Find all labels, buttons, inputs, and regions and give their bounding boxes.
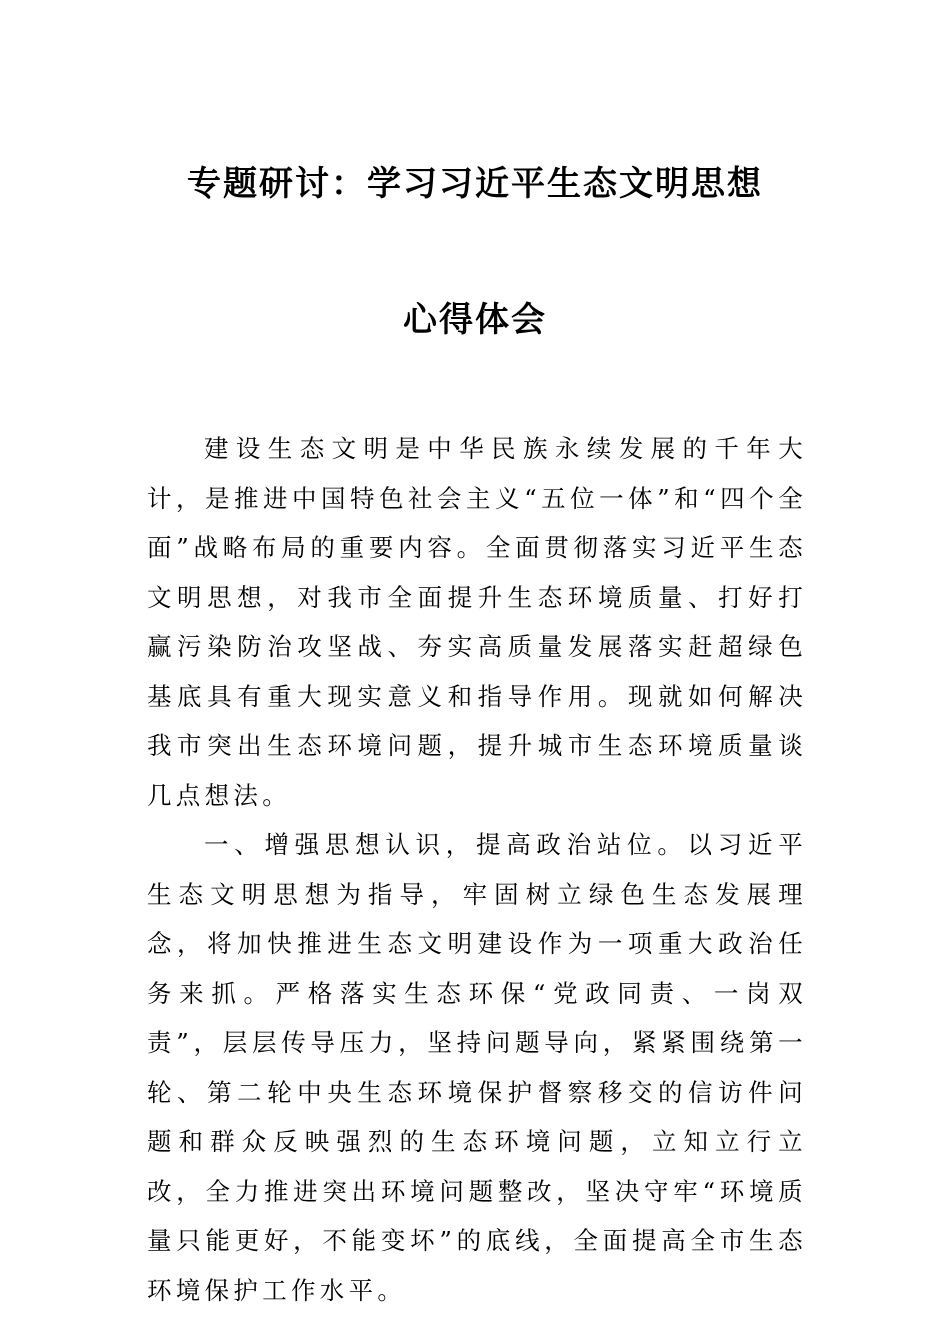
paragraph-intro: 建设生态文明是中华民族永续发展的千年大计，是推进中国特色社会主义“五位一体”和“四个全面”战略布局的重要内容。全面贯彻落实习近平生态文明思想，对我市全面提升生态环境质量、打好打赢污染防治攻坚战、夯实高质量发展落实赶超绿色基底具有重大现实意义和指导作用。现就如何解决我市突出生态环境问题，提升城市生态环境质量谈几点想法。 (147, 434, 807, 810)
paragraph-point-1: 一、增强思想认识，提高政治站位。以习近平生态文明思想为指导，牢固树立绿色生态发展理念，将加快推进生态文明建设作为一项重大政治任务来抓。严格落实生态环保“党政同责、一岗双责”，层层传导压力，坚持问题导向，紧紧围绕第一轮、第二轮中央生态环境保护督察移交的信访件问题和群众反映强烈的生态环境问题，立知立行立改，全力推进突出环境问题整改，坚决守牢“环境质量只能更好，不能变坏”的底线，全面提高全市生态环境保护工作水平。 (147, 830, 807, 1305)
document-title-line-2: 心得体会 (403, 300, 547, 340)
document-body (147, 424, 807, 1315)
document-title-line-1: 专题研讨：学习习近平生态文明思想 (187, 164, 763, 204)
